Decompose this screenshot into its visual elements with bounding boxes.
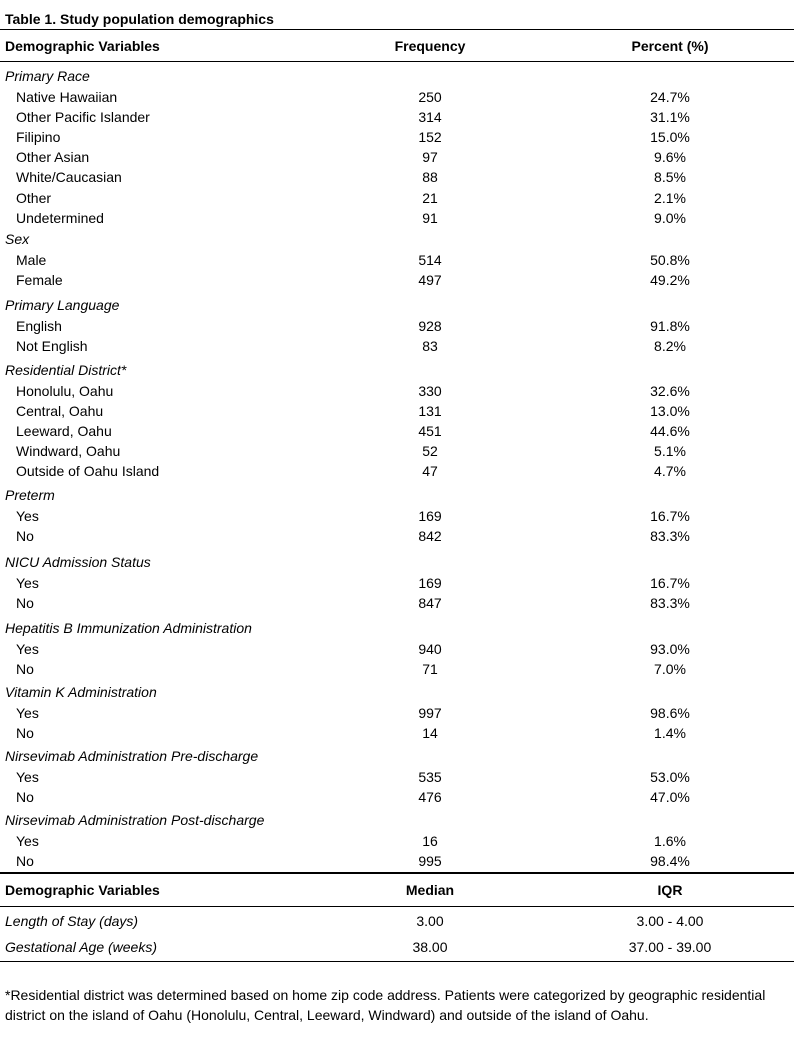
row-label: Other Asian bbox=[16, 149, 90, 166]
table-row bbox=[0, 573, 794, 593]
section-label: Residential District* bbox=[5, 362, 127, 378]
row-frequency: 847 bbox=[418, 595, 442, 612]
row-percent: 1.6% bbox=[654, 833, 686, 849]
section-label: Primary Race bbox=[5, 68, 90, 84]
row-percent: 5.1% bbox=[654, 443, 686, 460]
row-frequency: 451 bbox=[418, 423, 442, 440]
row-label: No bbox=[16, 853, 34, 870]
table-header bbox=[0, 35, 794, 57]
row-label: Yes bbox=[16, 833, 39, 849]
row-percent: 47.0% bbox=[650, 789, 690, 806]
stats-row bbox=[0, 911, 794, 931]
section-row bbox=[0, 552, 794, 572]
row-percent: 8.5% bbox=[654, 169, 686, 186]
stats-row bbox=[0, 937, 794, 957]
table-row bbox=[0, 188, 794, 208]
stat-label: Length of Stay (days) bbox=[5, 913, 139, 929]
bottom-rule bbox=[0, 961, 794, 962]
row-label: Outside of Oahu Island bbox=[16, 463, 160, 480]
table-row bbox=[0, 87, 794, 107]
row-percent: 93.0% bbox=[650, 641, 690, 657]
row-label: Yes bbox=[16, 575, 39, 591]
row-percent: 98.4% bbox=[650, 853, 690, 870]
row-percent: 15.0% bbox=[650, 129, 690, 146]
row-frequency: 842 bbox=[418, 528, 442, 545]
row-label: Undetermined bbox=[16, 209, 104, 226]
footnote: *Residential district was determined based on home zip code address. Patients were categorized by geographic residential district on the island of Oahu (Honolulu, Central, Leeward, Windward) and outside of the island of Oahu. bbox=[5, 987, 766, 1023]
row-percent: 98.6% bbox=[650, 705, 690, 721]
row-label: Leeward, Oahu bbox=[16, 423, 112, 440]
header-variables: Demographic Variables bbox=[5, 38, 160, 54]
row-frequency: 52 bbox=[422, 443, 438, 460]
row-percent: 32.6% bbox=[650, 383, 690, 399]
stats-header-rule bbox=[0, 906, 794, 907]
row-percent: 49.2% bbox=[650, 272, 690, 289]
row-percent: 1.4% bbox=[654, 725, 686, 742]
row-frequency: 131 bbox=[418, 403, 442, 420]
section-row bbox=[0, 682, 794, 702]
row-label: Yes bbox=[16, 508, 39, 524]
table-row bbox=[0, 593, 794, 613]
row-frequency: 250 bbox=[418, 89, 442, 105]
table-row bbox=[0, 147, 794, 167]
row-label: Other Pacific Islander bbox=[16, 109, 150, 126]
table-row bbox=[0, 461, 794, 481]
row-label: Native Hawaiian bbox=[16, 89, 118, 105]
section-label: Nirsevimab Administration Pre-discharge bbox=[5, 748, 259, 764]
row-percent: 83.3% bbox=[650, 595, 690, 612]
table-row bbox=[0, 316, 794, 336]
row-frequency: 91 bbox=[422, 209, 438, 226]
row-percent: 13.0% bbox=[650, 403, 690, 420]
stats-header bbox=[0, 879, 794, 901]
row-label: Windward, Oahu bbox=[16, 443, 121, 460]
row-percent: 16.7% bbox=[650, 575, 690, 591]
row-frequency: 535 bbox=[418, 769, 442, 785]
row-label: No bbox=[16, 789, 34, 806]
top-rule bbox=[0, 29, 794, 30]
row-label: White/Caucasian bbox=[16, 169, 122, 186]
table-row bbox=[0, 703, 794, 723]
row-frequency: 169 bbox=[418, 508, 442, 524]
row-frequency: 940 bbox=[418, 641, 442, 657]
table-row bbox=[0, 381, 794, 401]
row-frequency: 169 bbox=[418, 575, 442, 591]
row-percent: 8.2% bbox=[654, 338, 686, 355]
section-label: Vitamin K Administration bbox=[5, 684, 157, 700]
section-row bbox=[0, 360, 794, 380]
row-frequency: 330 bbox=[418, 383, 442, 399]
row-percent: 44.6% bbox=[650, 423, 690, 440]
row-label: Honolulu, Oahu bbox=[16, 383, 114, 399]
section-label: Nirsevimab Administration Post-discharge bbox=[5, 812, 265, 828]
row-frequency: 97 bbox=[422, 149, 438, 166]
table-row bbox=[0, 831, 794, 851]
row-label: Female bbox=[16, 272, 63, 289]
row-percent: 4.7% bbox=[654, 463, 686, 480]
row-percent: 24.7% bbox=[650, 89, 690, 105]
stat-label: Gestational Age (weeks) bbox=[5, 939, 157, 955]
section-divider-rule bbox=[0, 872, 794, 874]
row-label: Yes bbox=[16, 769, 39, 785]
stat-iqr: 3.00 - 4.00 bbox=[636, 913, 704, 929]
row-frequency: 514 bbox=[418, 252, 442, 268]
row-frequency: 16 bbox=[422, 833, 438, 849]
table-row bbox=[0, 441, 794, 461]
table-row bbox=[0, 336, 794, 356]
table-row bbox=[0, 270, 794, 290]
table-row bbox=[0, 526, 794, 546]
row-frequency: 314 bbox=[418, 109, 442, 126]
section-row bbox=[0, 810, 794, 830]
section-row bbox=[0, 618, 794, 638]
header-rule bbox=[0, 61, 794, 62]
section-row bbox=[0, 746, 794, 766]
row-frequency: 152 bbox=[418, 129, 442, 146]
row-label: Not English bbox=[16, 338, 88, 355]
section-row bbox=[0, 485, 794, 505]
stats-header-median: Median bbox=[405, 882, 455, 898]
row-percent: 53.0% bbox=[650, 769, 690, 785]
row-frequency: 47 bbox=[422, 463, 438, 480]
table-title: Table 1. Study population demographics bbox=[5, 11, 274, 27]
section-label: Primary Language bbox=[5, 297, 120, 313]
row-frequency: 83 bbox=[422, 338, 438, 355]
stat-median: 3.00 bbox=[416, 913, 444, 929]
row-percent: 83.3% bbox=[650, 528, 690, 545]
row-percent: 50.8% bbox=[650, 252, 690, 268]
table-row bbox=[0, 851, 794, 871]
row-label: Yes bbox=[16, 641, 39, 657]
section-label: Sex bbox=[5, 231, 30, 247]
stats-header-variables: Demographic Variables bbox=[5, 882, 160, 898]
row-frequency: 476 bbox=[418, 789, 442, 806]
table-row bbox=[0, 506, 794, 526]
row-frequency: 497 bbox=[418, 272, 442, 289]
table-row bbox=[0, 421, 794, 441]
row-frequency: 14 bbox=[422, 725, 438, 742]
row-frequency: 21 bbox=[422, 189, 438, 206]
table-row bbox=[0, 127, 794, 147]
section-label: Preterm bbox=[5, 487, 55, 503]
table-row bbox=[0, 767, 794, 787]
row-label: Male bbox=[16, 252, 47, 268]
row-label: No bbox=[16, 595, 34, 612]
section-label: NICU Admission Status bbox=[5, 554, 151, 570]
table-row bbox=[0, 250, 794, 270]
row-percent: 91.8% bbox=[650, 318, 690, 334]
table-row bbox=[0, 401, 794, 421]
stats-header-iqr: IQR bbox=[657, 882, 683, 898]
row-label: Other bbox=[16, 189, 52, 206]
row-percent: 2.1% bbox=[654, 189, 686, 206]
row-frequency: 995 bbox=[418, 853, 442, 870]
section-row bbox=[0, 66, 794, 86]
row-label: Central, Oahu bbox=[16, 403, 104, 420]
row-label: No bbox=[16, 528, 34, 545]
table-row bbox=[0, 639, 794, 659]
header-percent: Percent (%) bbox=[631, 38, 709, 54]
row-label: No bbox=[16, 725, 34, 742]
row-frequency: 928 bbox=[418, 318, 442, 334]
row-percent: 9.0% bbox=[654, 209, 686, 226]
table-row bbox=[0, 659, 794, 679]
row-label: No bbox=[16, 661, 34, 678]
row-percent: 31.1% bbox=[650, 109, 690, 126]
table-row bbox=[0, 787, 794, 807]
row-label: Yes bbox=[16, 705, 39, 721]
section-row bbox=[0, 295, 794, 315]
section-label: Hepatitis B Immunization Administration bbox=[5, 620, 252, 636]
table-row bbox=[0, 208, 794, 228]
table-row bbox=[0, 167, 794, 187]
row-label: Filipino bbox=[16, 129, 61, 146]
stat-iqr: 37.00 - 39.00 bbox=[628, 939, 712, 955]
row-percent: 16.7% bbox=[650, 508, 690, 524]
table-row bbox=[0, 107, 794, 127]
table-row bbox=[0, 723, 794, 743]
stat-median: 38.00 bbox=[412, 939, 448, 955]
row-frequency: 71 bbox=[422, 661, 438, 678]
row-frequency: 88 bbox=[422, 169, 438, 186]
header-frequency: Frequency bbox=[394, 38, 466, 54]
row-percent: 7.0% bbox=[654, 661, 686, 678]
row-percent: 9.6% bbox=[654, 149, 686, 166]
row-frequency: 997 bbox=[418, 705, 442, 721]
section-row bbox=[0, 229, 794, 249]
row-label: English bbox=[16, 318, 62, 334]
